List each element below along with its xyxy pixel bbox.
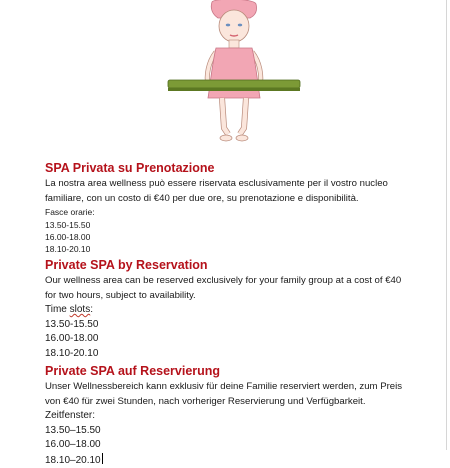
body-italian-line-2: familiare, con un costo di €40 per due ore, su prenotazione e disponibilità. <box>45 191 445 206</box>
slot-german-3: 18.10–20.10 <box>45 455 101 466</box>
slot-english-2: 16.00-18.00 <box>45 332 445 347</box>
body-german-line-2: von €40 für zwei Stunden, nach vorheriger Reservierung und Verfügbarkeit. <box>45 394 445 409</box>
heading-german: Private SPA auf Reservierung <box>45 363 445 379</box>
slot-english-3: 18.10-20.10 <box>45 347 445 362</box>
slot-italian-3: 18.10-20.10 <box>45 243 445 255</box>
slots-label-english <box>45 303 445 318</box>
slots-label-english-prefix: Time <box>45 304 70 315</box>
slot-english-1: 13.50-15.50 <box>45 318 445 333</box>
slot-german-3-with-cursor[interactable] <box>45 453 445 468</box>
body-german-line-1: Unser Wellnessbereich kann exklusiv für deine Familie reserviert werden, zum Preis <box>45 379 445 394</box>
body-italian-line-1: La nostra area wellness può essere riservata esclusivamente per il vostro nucleo <box>45 176 445 191</box>
body-english-line-2: for two hours, subject to availability. <box>45 288 445 303</box>
body-english-line-1: Our wellness area can be reserved exclusively for your family group at a cost of €40 <box>45 273 445 288</box>
slot-german-2: 16.00–18.00 <box>45 438 445 453</box>
heading-italian: SPA Privata su Prenotazione <box>45 160 445 176</box>
document-content <box>45 160 445 468</box>
slot-italian-2: 16.00-18.00 <box>45 231 445 243</box>
slots-label-english-suffix: : <box>90 304 93 315</box>
heading-english: Private SPA by Reservation <box>45 257 445 273</box>
section-german <box>45 363 445 468</box>
slot-italian-1: 13.50-15.50 <box>45 219 445 231</box>
slot-german-1: 13.50–15.50 <box>45 424 445 439</box>
page-edge-divider <box>446 0 447 450</box>
text-cursor <box>102 453 103 464</box>
slots-label-italian: Fasce orarie: <box>45 206 445 219</box>
woman-in-pink-towel-on-bench-icon <box>164 0 304 150</box>
section-english <box>45 257 445 361</box>
slots-word-spellcheck: slots <box>70 304 91 315</box>
slots-label-german: Zeitfenster: <box>45 409 445 424</box>
section-italian <box>45 160 445 255</box>
